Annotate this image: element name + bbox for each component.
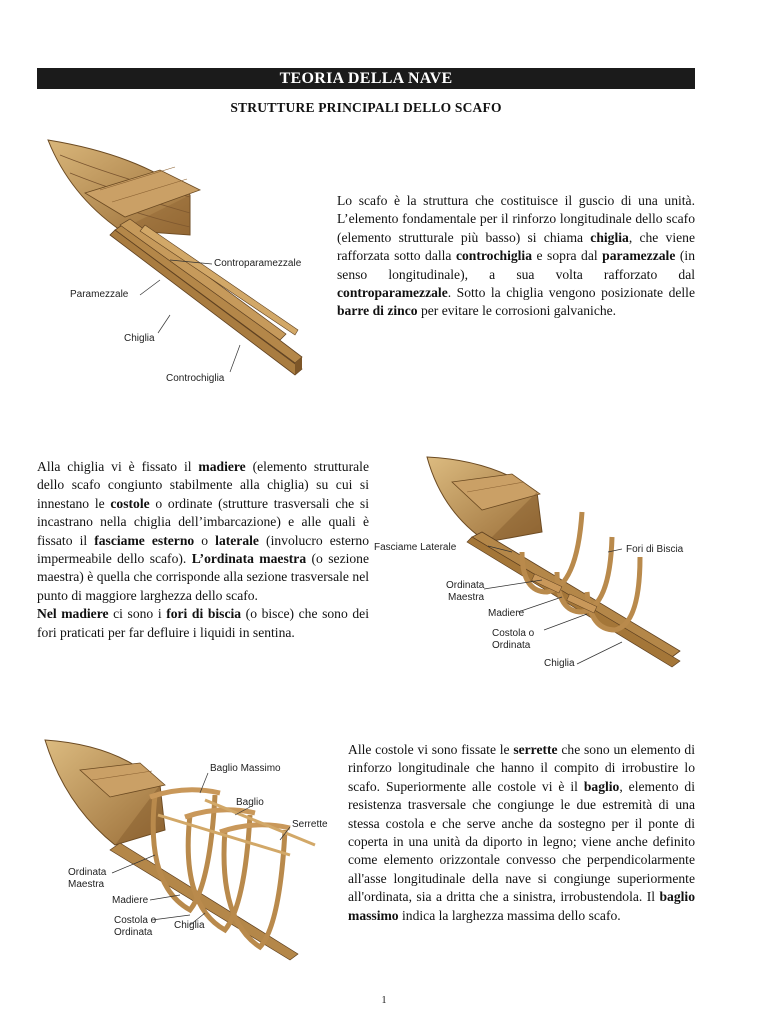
label-ordinata-maestra-1: Ordinata (446, 580, 485, 591)
label-ordinata-maestra-2: Maestra (68, 879, 105, 890)
paragraph-scafo (337, 192, 695, 321)
page-title: TEORIA DELLA NAVE (37, 68, 695, 89)
label-controparamezzale: Controparamezzale (214, 258, 302, 269)
paragraph-serrette-text (348, 741, 695, 925)
paragraph-scafo-text (337, 192, 695, 321)
text-run: , elemento di resistenza trasversale che congiunge le due estremità di una stessa costola e che serve anche da sostegno per il ponte di coperta in una unità da diporto in legno; viene anche definito come elemento orizzontale convesso che perpendicolarmente all'asse longitudinale della nave si congiunge superiormente all'ordinata, sia a dritta che a sinistra, irrobustendola. Il (348, 778, 695, 905)
figure-frames-structure (372, 452, 732, 677)
text-run: (elemento strutturale dello scafo congiunto stabilmente alla chiglia) su cui si innestano le (37, 459, 369, 511)
text-run: che sono un elemento di rinforzo longitudinale che hanno il compito di irrobustire lo scafo. Superiormente alle costole vi è il (348, 742, 695, 794)
label-costola-1: Costola o (492, 628, 535, 639)
label-baglio: Baglio (236, 797, 264, 808)
text-run: (o bisce) che sono dei fori praticati per far defluire i liquidi in sentina. (37, 606, 369, 640)
label-madiere: Madiere (112, 895, 149, 906)
label-serrette: Serrette (292, 819, 328, 830)
label-costola-2: Ordinata (114, 927, 153, 938)
bold-term: chiglia (590, 229, 629, 245)
figure-keel-structure (40, 135, 330, 390)
label-ordinata-maestra-2: Maestra (448, 592, 485, 603)
text-run: (o sezione maestra) è quella che corrisponde alla sezione trasversale nel punto di maggiore larghezza dello scafo. (37, 551, 370, 603)
bold-term: controchiglia (455, 248, 532, 264)
bold-term: controparamezzale (337, 285, 448, 301)
text-run: Lo scafo è la struttura che costituisce il guscio di una unità. L’elemento fondamentale per il rinforzo longitudinale dello scafo (elemento strutturale più basso) si chiama (337, 193, 695, 245)
text-run: (in senso longitudinale), a sua volta rafforzato dal (337, 248, 695, 282)
text-run: o ordinate (strutture trasversali che si incastrano nella chiglia dell’imbarcazione) e alle quali è fissato il (37, 495, 369, 548)
page-number: 1 (381, 995, 387, 1006)
label-ordinata-maestra-1: Ordinata (68, 867, 107, 878)
bold-term: baglio (583, 778, 620, 794)
label-madiere: Madiere (488, 608, 525, 619)
text-run: . Sotto la chiglia vengono posizionate delle (447, 285, 695, 301)
bold-term: serrette (513, 742, 558, 757)
label-baglio-massimo: Baglio Massimo (210, 763, 281, 774)
label-costola-1: Costola o (114, 915, 157, 926)
bold-term: L’ordinata maestra (191, 551, 307, 567)
text-run: o (194, 532, 216, 548)
label-chiglia-2: Chiglia (544, 658, 575, 669)
bold-term: costole (110, 495, 150, 511)
text-run: e sopra dal (532, 248, 603, 264)
text-run: (involucro esterno impermeabile dello scafo). (37, 532, 370, 567)
text-run: ci sono i (108, 606, 167, 622)
label-paramezzale: Paramezzale (70, 289, 129, 300)
label-fori-di-biscia: Fori di Biscia (626, 544, 684, 555)
label-chiglia: Chiglia (124, 333, 155, 344)
paragraph-madiere (37, 458, 369, 642)
bold-term: paramezzale (602, 248, 676, 264)
label-chiglia-3: Chiglia (174, 920, 205, 931)
text-run: Alla chiglia vi è fissato il (37, 459, 199, 474)
bold-term: fasciame esterno (94, 532, 195, 548)
text-run: Alle costole vi sono fissate le (348, 742, 514, 757)
label-fasciame-laterale: Fasciame Laterale (374, 542, 457, 553)
bold-term: Nel madiere (37, 606, 109, 622)
text-run: per evitare le corrosioni galvaniche. (417, 303, 617, 319)
paragraph-fori-text (37, 605, 369, 642)
figure-beams-structure (40, 735, 340, 967)
paragraph-madiere-text (37, 458, 369, 605)
bold-term: madiere (198, 459, 246, 474)
bold-term: baglio massimo (348, 889, 695, 923)
paragraph-serrette (348, 741, 695, 925)
page-subtitle: STRUTTURE PRINCIPALI DELLO SCAFO (230, 100, 502, 115)
label-costola-2: Ordinata (492, 640, 531, 651)
bold-term: fori di biscia (166, 606, 242, 622)
bold-term: barre di zinco (337, 303, 418, 319)
text-run: indica la larghezza massima dello scafo. (398, 907, 621, 923)
label-controchiglia: Controchiglia (166, 373, 225, 384)
text-run: , che viene rafforzata sotto dalla (337, 229, 695, 264)
bold-term: laterale (215, 532, 259, 548)
